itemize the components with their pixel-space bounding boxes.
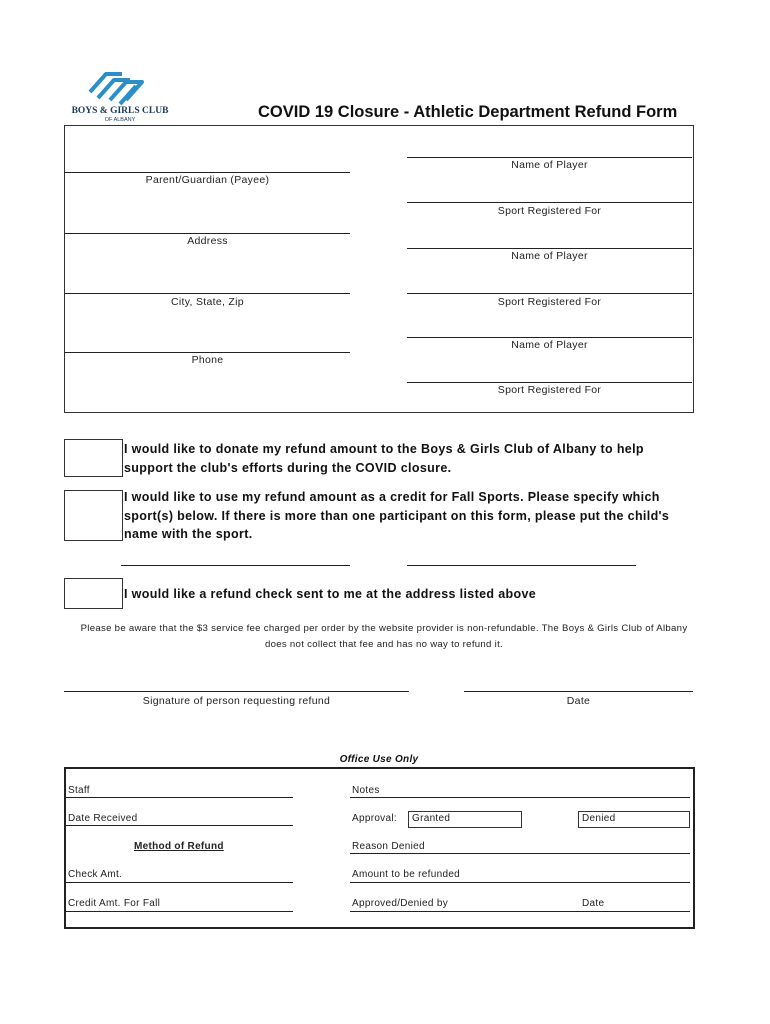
player-name-label-1: Name of Player (511, 159, 588, 171)
player-name-field-2[interactable] (407, 248, 692, 249)
check-checkbox[interactable] (64, 578, 123, 609)
phone-field[interactable] (65, 352, 350, 353)
player-name-field-3[interactable] (407, 337, 692, 338)
approved-denied-by-label: Approved/Denied by (352, 898, 449, 909)
signature-field[interactable] (64, 691, 409, 692)
credit-checkbox[interactable] (64, 490, 123, 541)
guardian-field[interactable] (65, 172, 350, 173)
player-name-label-2: Name of Player (511, 250, 588, 262)
reason-denied-label: Reason Denied (352, 841, 425, 852)
office-use-title: Office Use Only (339, 754, 419, 765)
credit-option-text: I would like to use my refund amount as a credit for Fall Sports. Please specify which sport(s) below. If there is more than one participant on this form, please put the child's name with the sport. (124, 490, 670, 541)
check-amt-label: Check Amt. (68, 869, 123, 880)
address-label: Address (187, 235, 228, 247)
sport-label-2: Sport Registered For (497, 296, 602, 308)
notes-label: Notes (352, 785, 380, 796)
date-received-field[interactable] (66, 825, 293, 826)
sport-field-3[interactable] (407, 382, 692, 383)
club-logo-icon (64, 66, 172, 108)
amount-refunded-label: Amount to be refunded (352, 869, 461, 880)
donate-checkbox[interactable] (64, 439, 123, 477)
signature-date-label: Date (566, 695, 591, 707)
city-field[interactable] (65, 293, 350, 294)
service-fee-notice: Please be aware that the $3 service fee charged per order by the website provider is non-refundable. The Boys & Girls Club of Albany does not collect that fee and has no way to refund it. (80, 623, 688, 650)
logo-line1: BOYS & GIRLS CLUB (71, 106, 169, 116)
check-amt-field[interactable] (66, 882, 293, 883)
denied-option[interactable]: Denied (578, 811, 690, 828)
sport-field-2[interactable] (407, 293, 692, 294)
phone-label: Phone (191, 354, 224, 366)
player-name-label-3: Name of Player (511, 339, 588, 351)
check-option-text: I would like a refund check sent to me at the address listed above (124, 587, 537, 601)
staff-field[interactable] (66, 797, 293, 798)
staff-label: Staff (68, 785, 90, 796)
signature-label: Signature of person requesting refund (142, 695, 331, 707)
city-label: City, State, Zip (171, 296, 244, 308)
signature-date-field[interactable] (464, 691, 693, 692)
credit-sport-field-2[interactable] (407, 565, 636, 566)
player-name-field-1[interactable] (407, 157, 692, 158)
date-received-label: Date Received (68, 813, 138, 824)
amount-refunded-field[interactable] (350, 882, 690, 883)
reason-denied-field[interactable] (350, 853, 690, 854)
sport-label-3: Sport Registered For (497, 384, 602, 396)
page-title: COVID 19 Closure - Athletic Department Refund Form (258, 103, 678, 121)
guardian-label: Parent/Guardian (Payee) (145, 174, 270, 186)
granted-option[interactable]: Granted (408, 811, 522, 828)
address-field[interactable] (65, 233, 350, 234)
method-of-refund-label: Method of Refund (134, 841, 224, 852)
logo-line2: OF ALBANY (104, 117, 136, 123)
approval-label: Approval: (352, 813, 397, 824)
office-date-label: Date (582, 898, 605, 909)
sport-label-1: Sport Registered For (497, 205, 602, 217)
credit-sport-field-1[interactable] (121, 565, 350, 566)
donate-option-text: I would like to donate my refund amount to the Boys & Girls Club of Albany to help support the club's efforts during the COVID closure. (124, 442, 644, 475)
approved-by-field[interactable] (350, 911, 690, 912)
sport-field-1[interactable] (407, 202, 692, 203)
notes-field[interactable] (350, 797, 690, 798)
credit-amt-label: Credit Amt. For Fall (68, 898, 161, 909)
credit-amt-field[interactable] (66, 911, 293, 912)
logo (64, 66, 172, 126)
